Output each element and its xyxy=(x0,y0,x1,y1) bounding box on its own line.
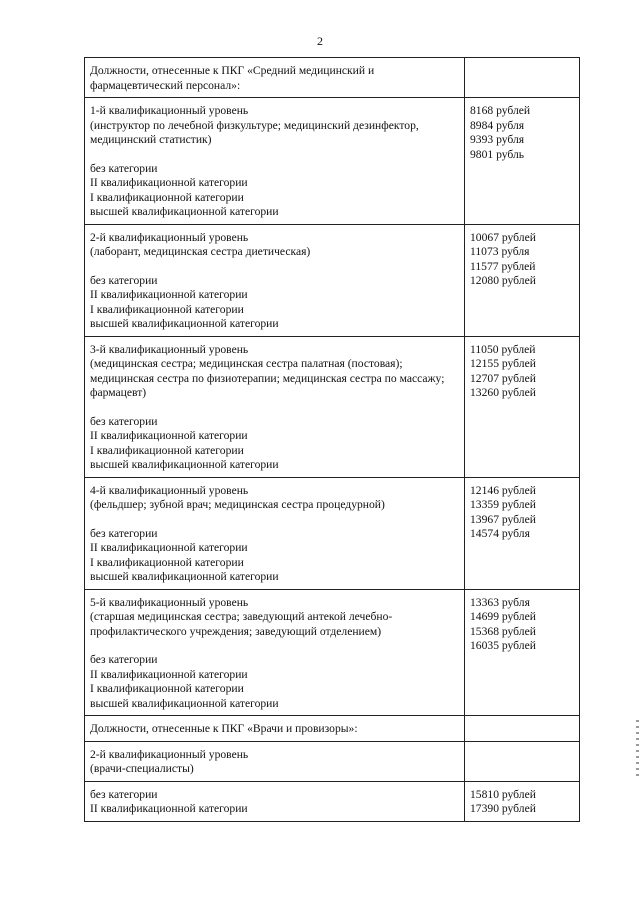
level-row xyxy=(85,477,580,589)
category-label: I квалификационной категории xyxy=(90,302,244,316)
level-label-cell xyxy=(85,224,465,336)
group-header-cell: Должности, отнесенные к ПКГ «Врачи и провизоры»: xyxy=(85,716,465,742)
level-label-cell xyxy=(85,781,465,821)
level-title: 3-й квалификационный уровень xyxy=(90,342,249,356)
salary-amount: 11050 рублей xyxy=(470,342,536,356)
level-title: 5-й квалификационный уровень xyxy=(90,595,249,609)
salary-amount: 13363 рубля xyxy=(470,595,530,609)
category-label: без категории xyxy=(90,787,158,801)
salary-amount: 13359 рублей xyxy=(470,498,536,511)
level-amount-cell xyxy=(465,781,580,821)
category-label: без категории xyxy=(90,653,158,666)
category-label: без категории xyxy=(90,273,158,287)
level-row xyxy=(85,781,580,821)
level-amount-cell xyxy=(465,224,580,336)
salary-amount: 13967 рублей xyxy=(470,512,536,526)
category-label: I квалификационной категории xyxy=(90,443,244,457)
spacer xyxy=(90,148,459,162)
scan-edge-mark xyxy=(636,720,639,780)
level-positions: (старшая медицинская сестра; заведующий антекой лечебно-профилактического учреждения; заведующий отделением) xyxy=(90,610,393,638)
level-label-cell xyxy=(85,741,465,781)
level-row xyxy=(85,224,580,336)
category-label: I квалификационной категории xyxy=(90,555,244,569)
level-title: 2-й квалификационный уровень xyxy=(90,230,249,244)
spacer xyxy=(90,260,459,274)
salary-amount: 10067 рублей xyxy=(470,230,536,244)
level-positions: (лаборант, медицинская сестра диетическая) xyxy=(90,245,311,258)
level-row xyxy=(85,589,580,716)
level-positions: (медицинская сестра; медицинская сестра палатная (постовая); медицинская сестра по физиотерапии; медицинская сестра по массажу; фармацевт) xyxy=(90,357,445,399)
salary-amount: 9801 рубль xyxy=(470,147,525,161)
level-amount-cell xyxy=(465,589,580,716)
group-header-row xyxy=(85,58,580,98)
level-label-cell xyxy=(85,477,465,589)
salary-amount: 12707 рублей xyxy=(470,371,536,385)
level-amount-cell xyxy=(465,98,580,225)
level-row xyxy=(85,336,580,477)
salary-amount: 11577 рублей xyxy=(470,259,536,273)
level-title: 1-й квалификационный уровень xyxy=(90,104,249,117)
salary-amount: 14574 рубля xyxy=(470,527,530,540)
level-title-row xyxy=(85,741,580,781)
category-label: II квалификационной категории xyxy=(90,802,248,815)
category-label: II квалификационной категории xyxy=(90,429,248,442)
category-label: II квалификационной категории xyxy=(90,288,248,301)
category-label: I квалификационной категории xyxy=(90,190,244,204)
salary-amount: 8168 рублей xyxy=(470,104,531,117)
salary-amount: 12155 рублей xyxy=(470,357,536,370)
category-label: высшей квалификационной категории xyxy=(90,696,279,710)
group-header-cell: Должности, отнесенные к ПКГ «Средний медицинский и фармацевтический персонал»: xyxy=(85,58,465,98)
empty-amount-cell xyxy=(465,58,580,98)
level-positions: (инструктор по лечебной физкультуре; медицинский дезинфектор, медицинский статистик) xyxy=(90,118,419,146)
salary-amount: 12146 рублей xyxy=(470,483,536,497)
level-positions: (фельдшер; зубной врач; медицинская сестра процедурной) xyxy=(90,498,385,511)
level-title: 4-й квалификационный уровень xyxy=(90,483,249,497)
salary-amount: 14699 рублей xyxy=(470,610,536,623)
category-label: II квалификационной категории xyxy=(90,667,248,681)
level-label-cell xyxy=(85,336,465,477)
spacer xyxy=(90,401,459,415)
category-label: без категории xyxy=(90,161,158,175)
level-row xyxy=(85,98,580,225)
level-amount-cell xyxy=(465,336,580,477)
empty-amount-cell xyxy=(465,716,580,742)
salary-amount: 16035 рублей xyxy=(470,639,536,652)
salary-amount: 8984 рубля xyxy=(470,118,525,132)
level-title: 2-й квалификационный уровень xyxy=(90,747,249,761)
category-label: II квалификационной категории xyxy=(90,176,248,189)
level-label-cell xyxy=(85,98,465,225)
empty-amount-cell xyxy=(465,741,580,781)
category-label: без категории xyxy=(90,414,158,428)
salary-amount: 17390 рублей xyxy=(470,802,536,815)
category-label: высшей квалификационной категории xyxy=(90,205,279,218)
salary-amount: 9393 рубля xyxy=(470,133,525,146)
level-amount-cell xyxy=(465,477,580,589)
salary-amount: 11073 рубля xyxy=(470,245,530,258)
salary-table xyxy=(84,57,580,822)
category-label: высшей квалификационной категории xyxy=(90,458,279,471)
spacer xyxy=(90,639,459,653)
category-label: II квалификационной категории xyxy=(90,541,248,554)
category-label: без категории xyxy=(90,526,158,540)
level-label-cell xyxy=(85,589,465,716)
level-positions: (врачи-специалисты) xyxy=(90,762,194,775)
category-label: высшей квалификационной категории xyxy=(90,570,279,583)
category-label: высшей квалификационной категории xyxy=(90,317,279,330)
salary-amount: 15810 рублей xyxy=(470,787,536,801)
salary-amount: 12080 рублей xyxy=(470,274,536,287)
salary-amount: 13260 рублей xyxy=(470,386,536,399)
salary-amount: 15368 рублей xyxy=(470,624,536,638)
page-number: 2 xyxy=(317,34,323,48)
spacer xyxy=(90,513,459,527)
category-label: I квалификационной категории xyxy=(90,682,244,695)
group-header-row xyxy=(85,716,580,742)
